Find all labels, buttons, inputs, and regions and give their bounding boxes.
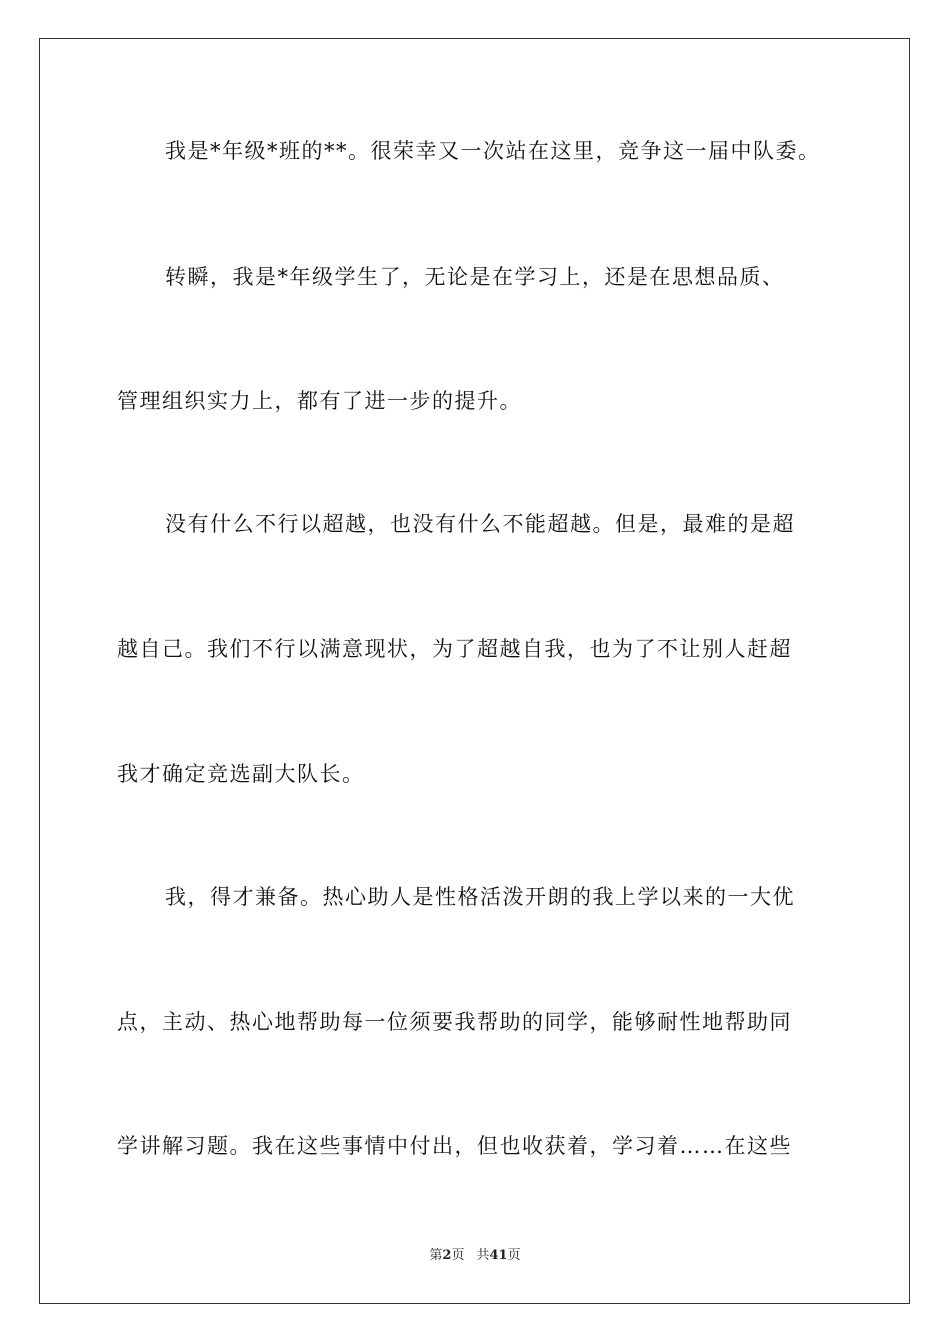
page-border — [39, 38, 910, 1304]
paragraph-line: 没有什么不行以超越，也没有什么不能超越。但是，最难的是超 — [165, 512, 795, 536]
paragraph-line: 转瞬，我是*年级学生了，无论是在学习上，还是在思想品质、 — [165, 265, 785, 289]
paragraph-line: 我才确定竞选副大队长。 — [117, 762, 365, 786]
paragraph-line: 学讲解习题。我在这些事情中付出，但也收获着，学习着……在这些 — [117, 1134, 792, 1158]
total-pages: 41 — [489, 1248, 508, 1263]
page-footer — [0, 1247, 950, 1265]
total-prefix: 共 — [476, 1248, 490, 1263]
paragraph-line: 管理组织实力上，都有了进一步的提升。 — [117, 389, 522, 413]
paragraph-line: 越自己。我们不行以满意现状，为了超越自我，也为了不让别人赶超 — [117, 637, 792, 661]
paragraph-line: 我是*年级*班的**。很荣幸又一次站在这里，竞争这一届中队委。 — [165, 139, 821, 163]
total-suffix: 页 — [507, 1248, 521, 1263]
paragraph-line: 点，主动、热心地帮助每一位须要我帮助的同学，能够耐性地帮助同 — [117, 1010, 792, 1034]
paragraph-line: 我，得才兼备。热心助人是性格活泼开朗的我上学以来的一大优 — [165, 885, 795, 909]
page-suffix: 页 — [451, 1248, 465, 1263]
page-number: 2 — [442, 1248, 452, 1263]
page-prefix: 第 — [429, 1248, 443, 1263]
